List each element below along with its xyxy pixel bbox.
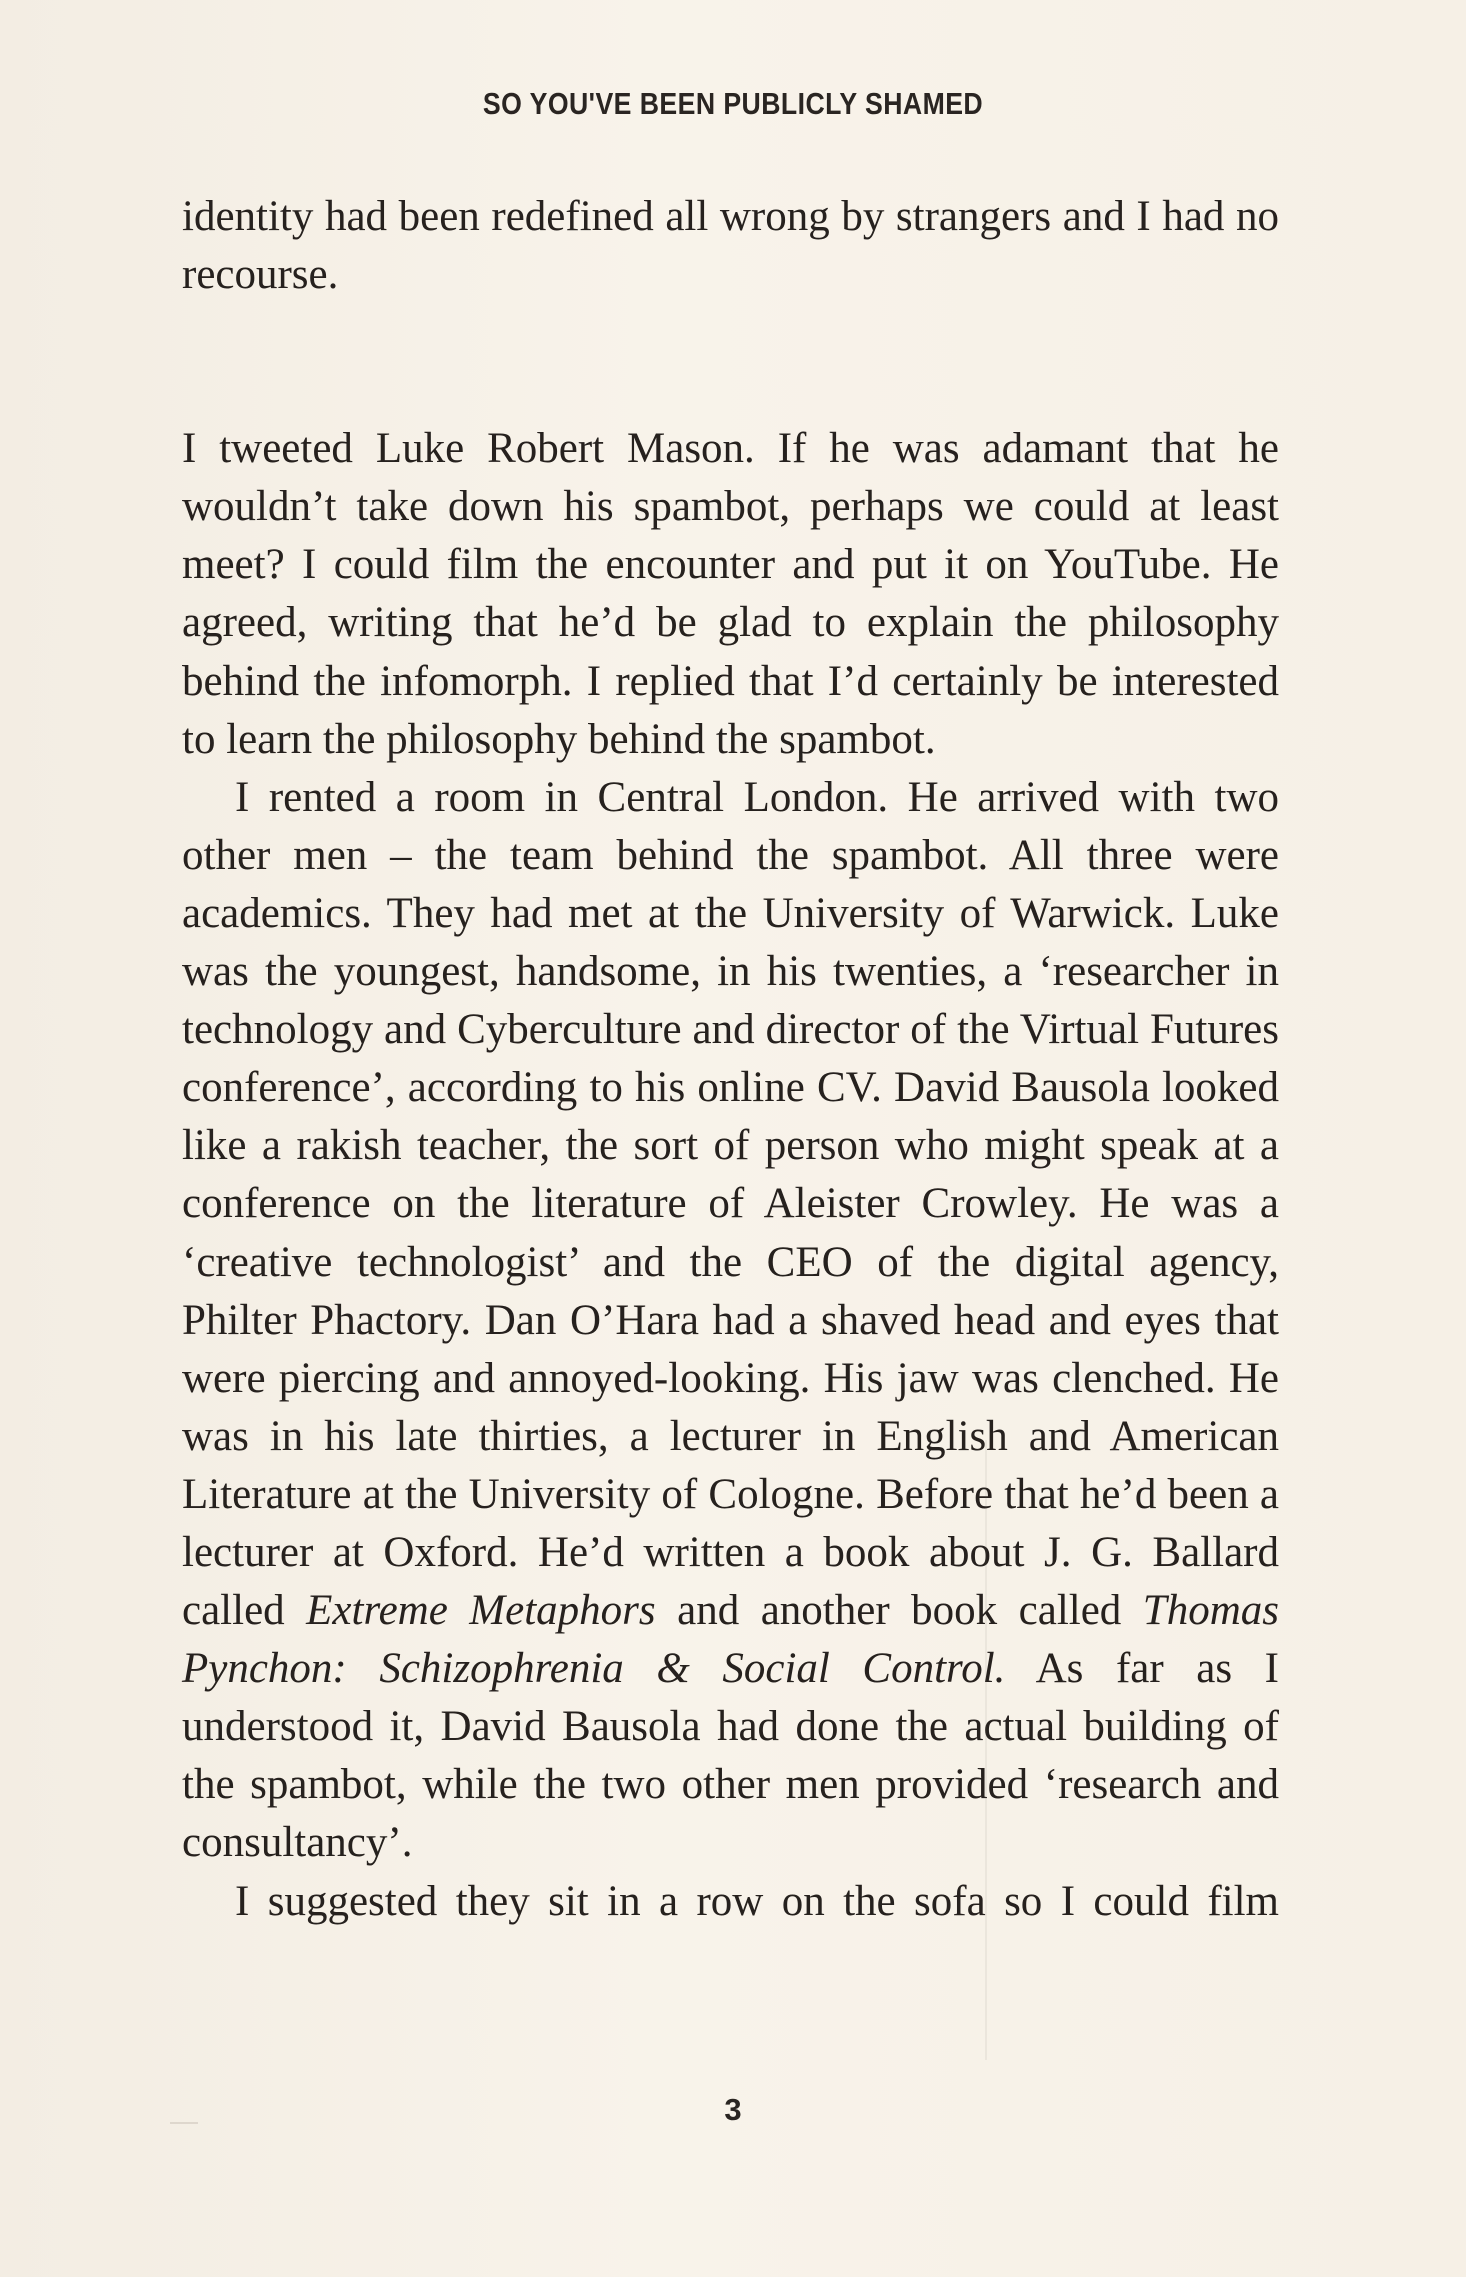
book-title-italic: Thomas Pynchon: Schizophrenia & Social Control.	[182, 1587, 1279, 1693]
paragraph-continuation	[182, 188, 1279, 304]
running-head: SO YOU'VE BEEN PUBLICLY SHAMED	[482, 86, 984, 121]
text-segment: As far as I understood it, David Bausola had done the actual building of the spambot, while the two other men provided ‘research and consultancy’.	[182, 1645, 1279, 1867]
paragraph-last-line	[182, 1873, 1279, 1931]
body-text	[182, 188, 1279, 1931]
book-title-italic: Extreme Metaphors	[306, 1587, 656, 1635]
paragraph-section-start	[182, 420, 1279, 769]
text-segment: I rented a room in Central London. He arrived with two other men – the team behind the spambot. All three were academics. They had met at the University of Warwick. Luke was the youngest, handsome, in his twenties, a ‘researcher in technology and Cyberculture and director of the Virtual Futures conference’, according to his online CV. David Bausola looked like a rakish teacher, the sort of person who might speak at a conference on the literature of Aleister Crowley. He was a ‘creative technologist’ and the CEO of the digital agency, Philter Phactory. Dan O’Hara had a shaved head and eyes that were piercing and annoyed-looking. His jaw was clenched. He was in his late thirties, a lecturer in English and American Literature at the University of Cologne. Before that he’d been a lecturer at Oxford. He’d written a book about J. G. Ballard called	[182, 773, 1279, 1635]
text-segment: I suggested they sit in a row on the sofa so I could film	[235, 1877, 1279, 1925]
paper-speck	[170, 2122, 198, 2124]
text-segment: identity had been redefined all wrong by strangers and I had no recourse.	[182, 193, 1279, 299]
text-segment: and another book called	[655, 1587, 1143, 1635]
page-number: 3	[724, 2092, 742, 2127]
paper-crease-mark	[985, 1440, 987, 2060]
paragraph	[182, 769, 1279, 1873]
text-segment: I tweeted Luke Robert Mason. If he was adamant that he wouldn’t take down his spambot, perhaps we could at least meet? I could film the encounter and put it on YouTube. He agreed, writing that he’d be glad to explain the philosophy behind the infomorph. I replied that I’d certainly be interested to learn the philosophy behind the spambot.	[182, 425, 1279, 763]
